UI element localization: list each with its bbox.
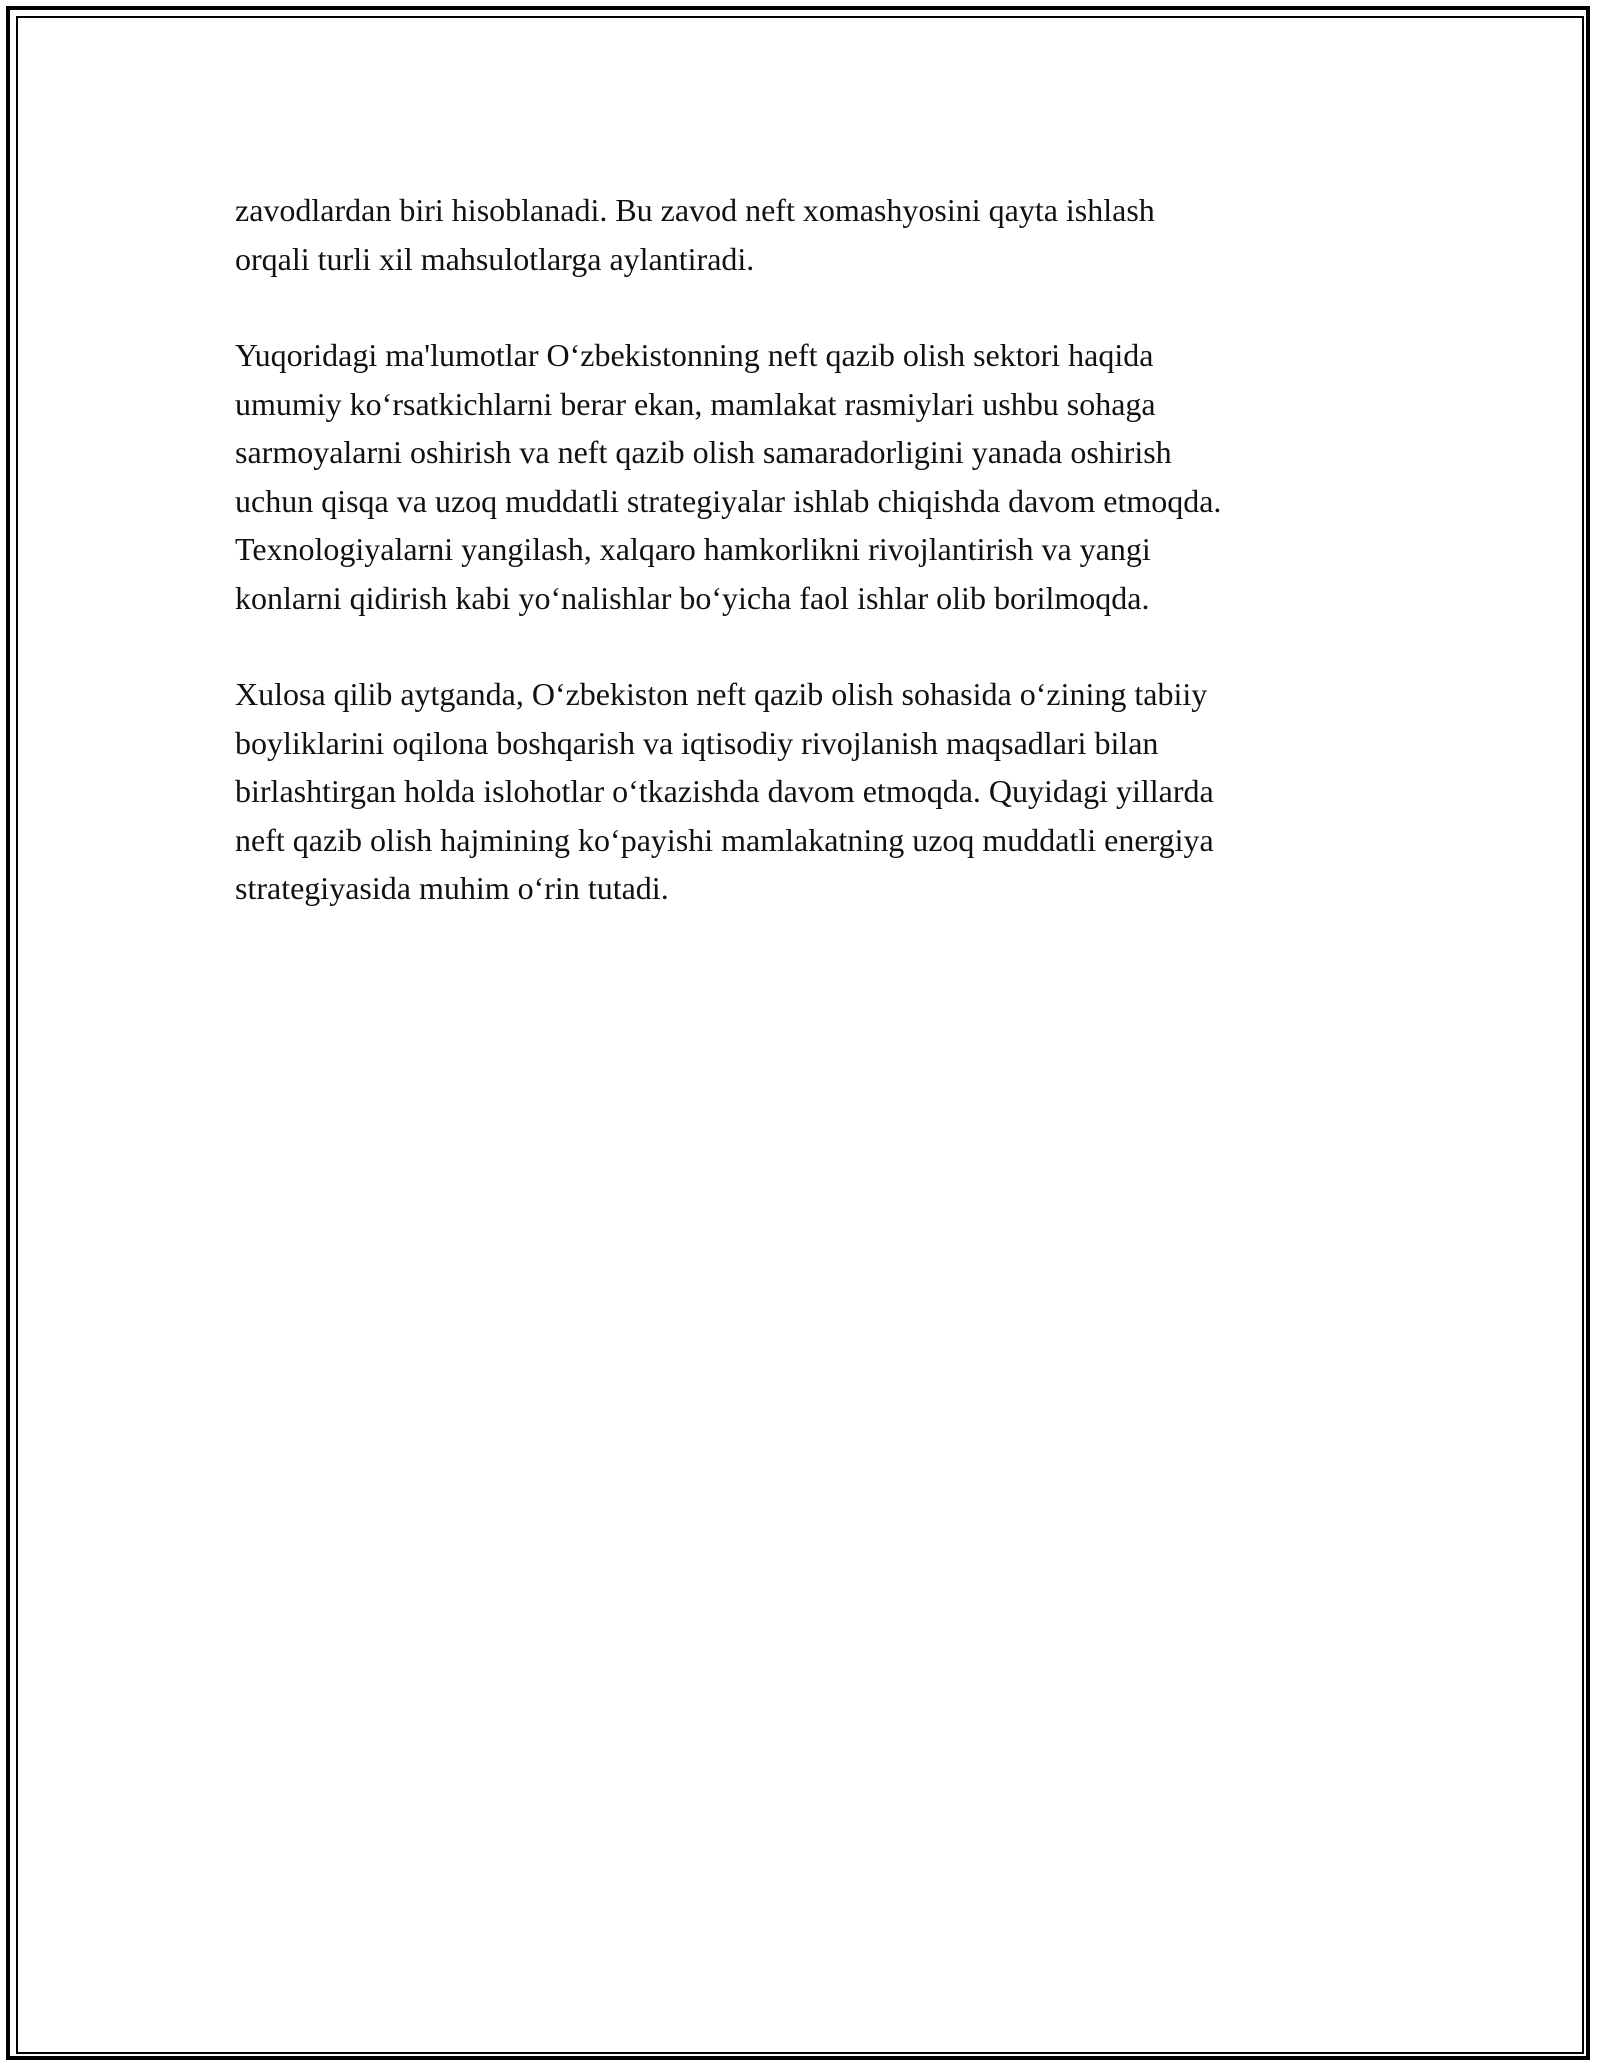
paragraph-2: Yuqoridagi ma'lumotlar O‘zbekistonning neft qazib olish sektori haqida umumiy ko‘rsatkichlarni berar ekan, mamlakat rasmiylari ushbu sohaga sarmoyalarni oshirish va neft qazib olish samaradorligini yanada oshirish uchun qisqa va uzoq muddatli strategiyalar ishlab chiqishda davom etmoqda. Texnologiyalarni yangilash, xalqaro hamkorlikni rivojlantirish va yangi konlarni qidirish kabi yo‘nalishlar bo‘yicha faol ishlar olib borilmoqda. — [235, 337, 1222, 616]
paragraph-1: zavodlardan biri hisoblanadi. Bu zavod neft xomashyosini qayta ishlash orqali turli xil mahsulotlarga aylantiradi. — [235, 192, 1155, 277]
paragraph-3: Xulosa qilib aytganda, O‘zbekiston neft qazib olish sohasida o‘zining tabiiy boyliklarini oqilona boshqarish va iqtisodiy rivojlanish maqsadlari bilan birlashtirgan holda islohotlar o‘tkazishda davom etmoqda. Quyidagi yillarda neft qazib olish hajmining ko‘payishi mamlakatning uzoq muddatli energiya strategiyasida muhim o‘rin tutadi. — [235, 676, 1214, 906]
document-body — [235, 186, 1385, 961]
